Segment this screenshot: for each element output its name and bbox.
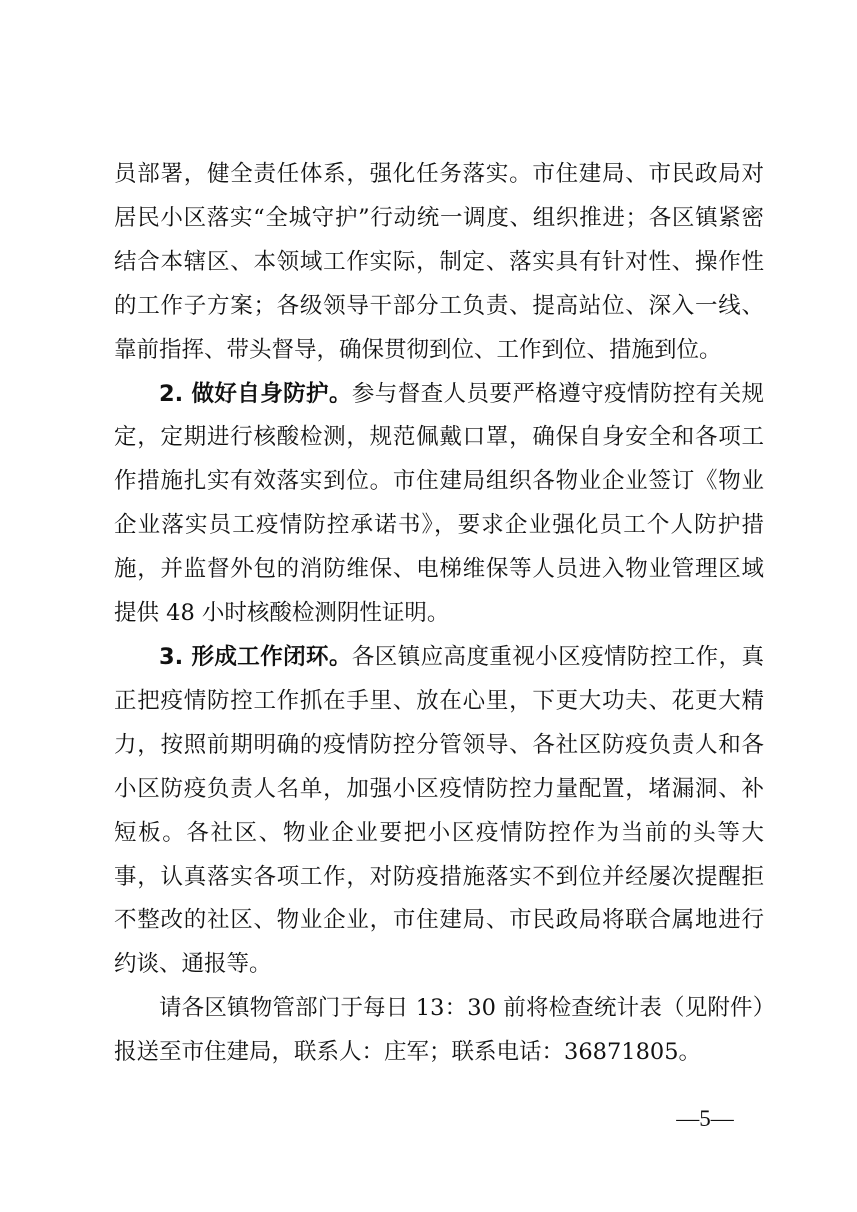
paragraph-self-protection — [114, 373, 764, 636]
paragraph-text: 请各区镇物管部门于每日 13：30 前将检查统计表（见附件）报送至市住建局，联系人：庄军；联系电话：36871805。 — [114, 995, 764, 1066]
body-text — [114, 153, 764, 1075]
paragraph-continuation — [114, 153, 764, 373]
paragraph-heading: 2. 做好自身防护。 — [159, 380, 352, 407]
paragraph-text: 各区镇应高度重视小区疫情防控工作，真正把疫情防控工作抓在手里、放在心里，下更大功夫、花更大精力，按照前期明确的疫情防控分管领导、各社区防疫负责人和各小区防疫负责人名单，加强小区疫情防控力量配置，堵漏洞、补短板。各社区、物业企业要把小区疫情防控作为当前的头等大事，认真落实各项工作，对防疫措施落实不到位并经屡次提醒拒不整改的社区、物业企业，市住建局、市民政局将联合属地进行约谈、通报等。 — [114, 643, 764, 978]
paragraph-text: 员部署，健全责任体系，强化任务落实。市住建局、市民政局对居民小区落实“全城守护”行动统一调度、组织推进；各区镇紧密结合本辖区、本领域工作实际，制定、落实具有针对性、操作性的工作子方案；各级领导干部分工负责、提高站位、深入一线、靠前指挥、带头督导，确保贯彻到位、工作到位、措施到位。 — [114, 161, 764, 363]
paragraph-closed-loop — [114, 636, 764, 987]
paragraph-submission-notice — [114, 987, 764, 1075]
paragraph-text: 参与督查人员要严格遵守疫情防控有关规定，定期进行核酸检测，规范佩戴口罩，确保自身安全和各项工作措施扎实有效落实到位。市住建局组织各物业企业签订《物业企业落实员工疫情防控承诺书》，要求企业强化员工个人防护措施，并监督外包的消防维保、电梯维保等人员进入物业管理区域提供 48 小时核酸检测阴性证明。 — [114, 380, 764, 627]
paragraph-heading: 3. 形成工作闭环。 — [159, 643, 352, 670]
page-number: —5— — [676, 1106, 734, 1131]
